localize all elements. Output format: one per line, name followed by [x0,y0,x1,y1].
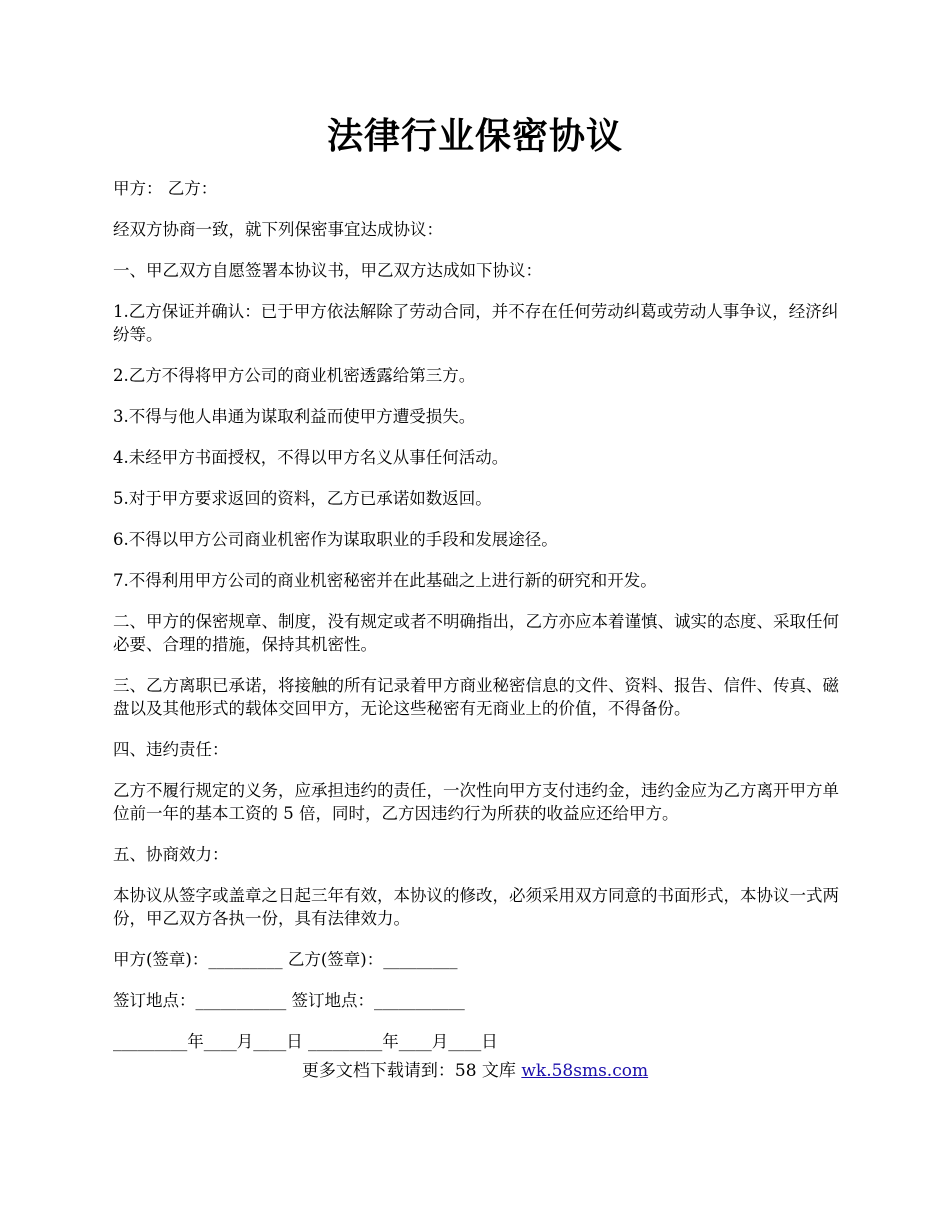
parties-line: 甲方： 乙方： [113,179,218,198]
breach-paragraph: 乙方不履行规定的义务，应承担违约的责任，一次性向甲方支付违约金，违约金应为乙方离开甲方单位前一年的基本工资的 5 倍，同时，乙方因违约行为所获的收益应还给甲方。 [113,781,839,823]
clause-5: 5.对于甲方要求返回的资料，乙方已承诺如数返回。 [113,489,492,508]
clause-4: 4.未经甲方书面授权，不得以甲方名义从事任何活动。 [113,448,509,467]
footer-link[interactable]: wk.58sms.com [521,1061,649,1081]
section-two-paragraph: 二、甲方的保密规章、制度，没有规定或者不明确指出，乙方亦应本着谨慎、诚实的态度、采取任何必要、合理的措施，保持其机密性。 [113,612,839,654]
clause-1: 1.乙方保证并确认：已于甲方依法解除了劳动合同，并不存在任何劳动纠葛或劳动人事争议，经济纠纷等。 [113,302,839,344]
clause-2: 2.乙方不得将甲方公司的商业机密透露给第三方。 [113,366,476,385]
intro-paragraph: 经双方协商一致，就下列保密事宜达成协议： [113,220,443,239]
section-one-heading: 一、甲乙双方自愿签署本协议书，甲乙双方达成如下协议： [113,261,542,280]
footer-text: 更多文档下载请到：58 文库 [301,1061,522,1081]
section-three-paragraph: 三、乙方离职已承诺，将接触的所有记录着甲方商业秘密信息的文件、资料、报告、信件、传真、磁盘以及其他形式的载体交回甲方，无论这些秘密有无商业上的价值，不得备份。 [113,676,839,718]
clause-7: 7.不得利用甲方公司的商业机密秘密并在此基础之上进行新的研究和开发。 [113,571,657,590]
footer [0,1059,950,1083]
signature-line: 甲方(签章)：_________ 乙方(签章)：_________ [113,950,458,969]
validity-paragraph: 本协议从签字或盖章之日起三年有效，本协议的修改，必须采用双方同意的书面形式，本协议一式两份，甲乙双方各执一份，具有法律效力。 [113,886,839,928]
section-four-heading: 四、违约责任： [113,740,229,759]
date-line: _________年____月____日 _________年____月____日 [113,1032,498,1051]
clause-3: 3.不得与他人串通为谋取利益而使甲方遭受损失。 [113,407,476,426]
signing-place-line: 签订地点：___________ 签订地点：___________ [113,991,465,1010]
clause-6: 6.不得以甲方公司商业机密作为谋取职业的手段和发展途径。 [113,530,558,549]
document-title: 法律行业保密协议 [326,115,623,157]
document-body [113,177,853,1071]
section-five-heading: 五、协商效力： [113,845,229,864]
